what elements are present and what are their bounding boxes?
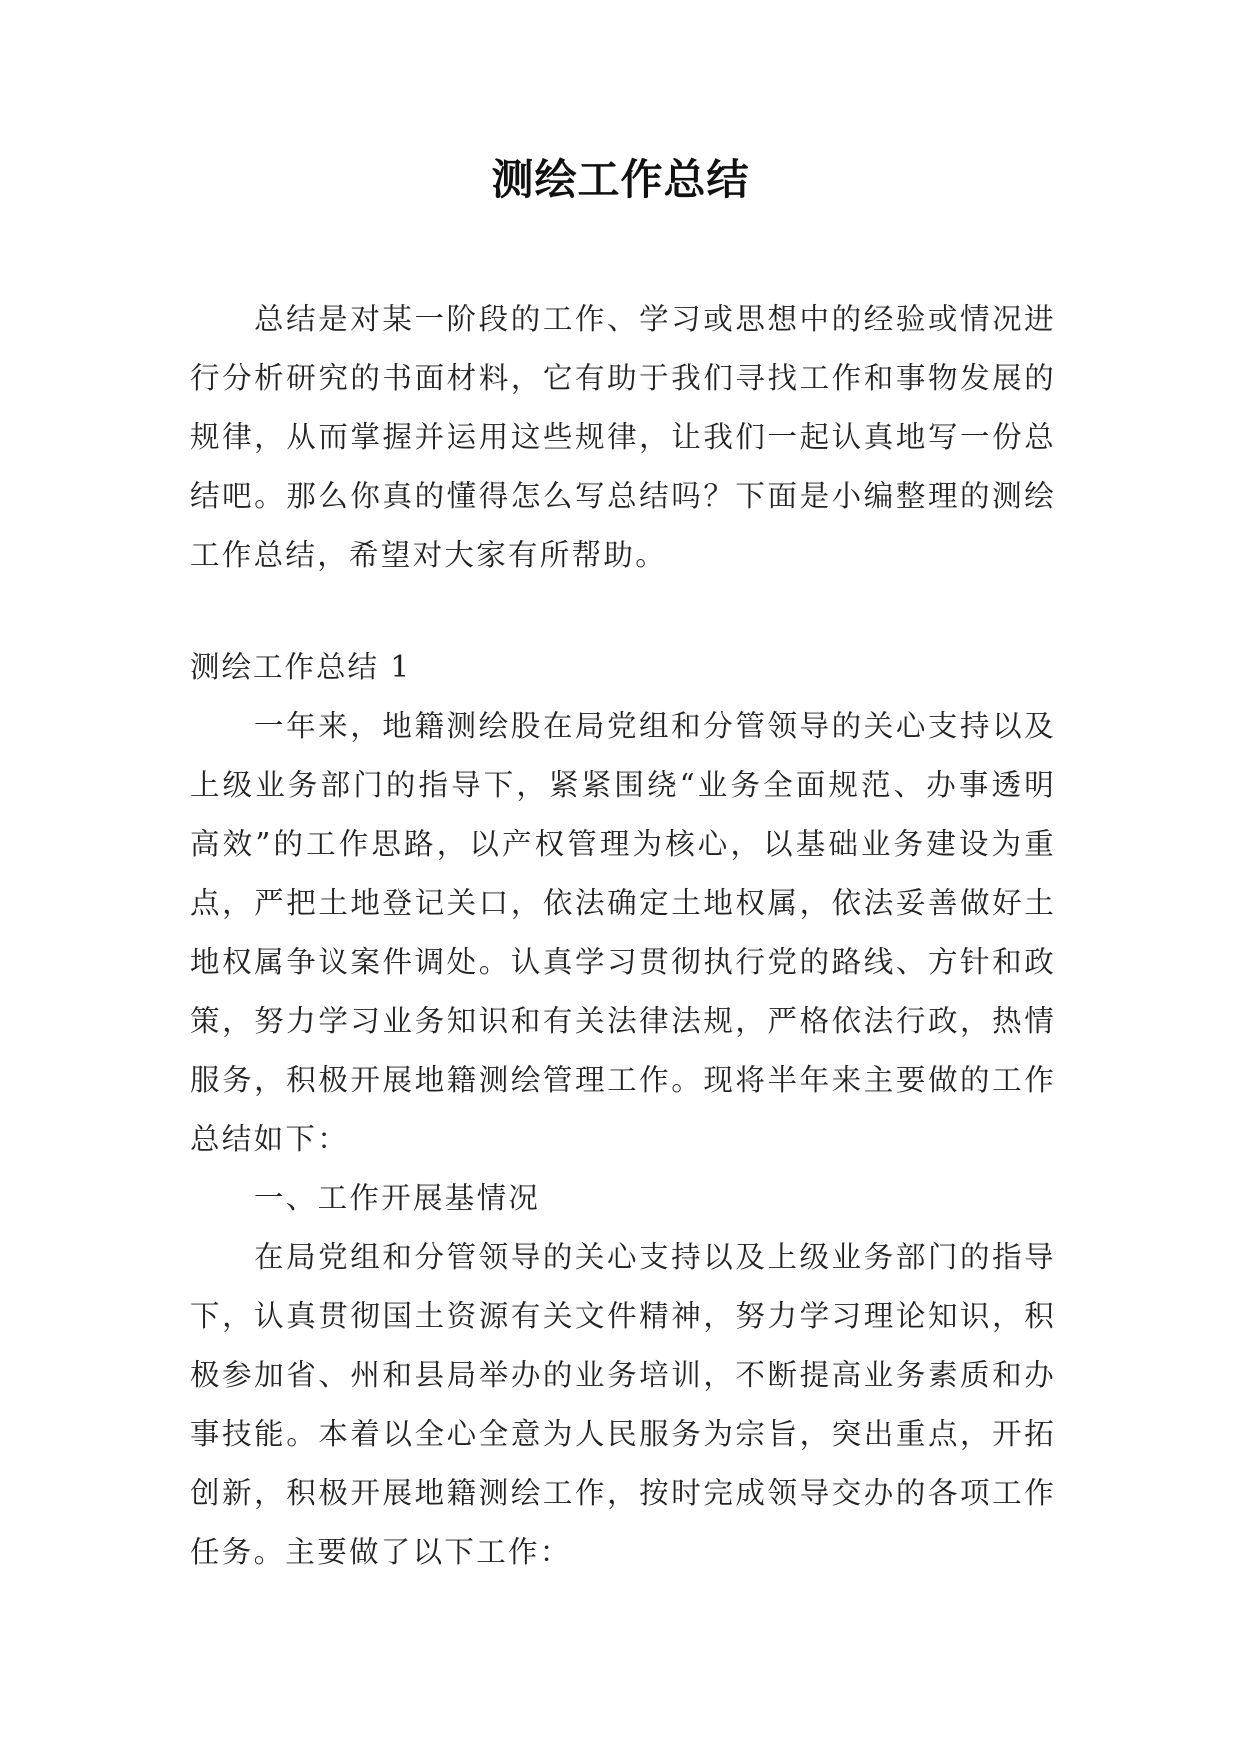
section-1 — [190, 638, 1056, 1582]
subheading-1: 一、工作开展基情况 — [254, 1181, 541, 1215]
document-title: 测绘工作总结 — [491, 155, 750, 204]
section-paragraph-2: 在局党组和分管领导的关心支持以及上级业务部门的指导下，认真贯彻国土资源有关文件精神，努力学习理论知识，积极参加省、州和县局举办的业务培训，不断提高业务素质和办事技能。本着以全心全意为人民服务为宗旨，突出重点，开拓创新，积极开展地籍测绘工作，按时完成领导交办的各项工作任务。主要做了以下工作： — [190, 1240, 1056, 1569]
intro-paragraph: 总结是对某一阶段的工作、学习或思想中的经验或情况进行分析研究的书面材料，它有助于我们寻找工作和事物发展的规律，从而掌握并运用这些规律，让我们一起认真地写一份总结吧。那么你真的懂得怎么写总结吗？下面是小编整理的测绘工作总结，希望对大家有所帮助。 — [190, 302, 1056, 572]
section-heading: 测绘工作总结 1 — [190, 650, 412, 684]
section-paragraph-1: 一年来，地籍测绘股在局党组和分管领导的关心支持以及上级业务部门的指导下，紧紧围绕“业务全面规范、办事透明高效”的工作思路，以产权管理为核心，以基础业务建设为重点，严把土地登记关口，依法确定土地权属，依法妥善做好土地权属争议案件调处。认真学习贯彻执行党的路线、方针和政策，努力学习业务知识和有关法律法规，严格依法行政，热情服务，积极开展地籍测绘管理工作。现将半年来主要做的工作总结如下： — [190, 709, 1056, 1156]
